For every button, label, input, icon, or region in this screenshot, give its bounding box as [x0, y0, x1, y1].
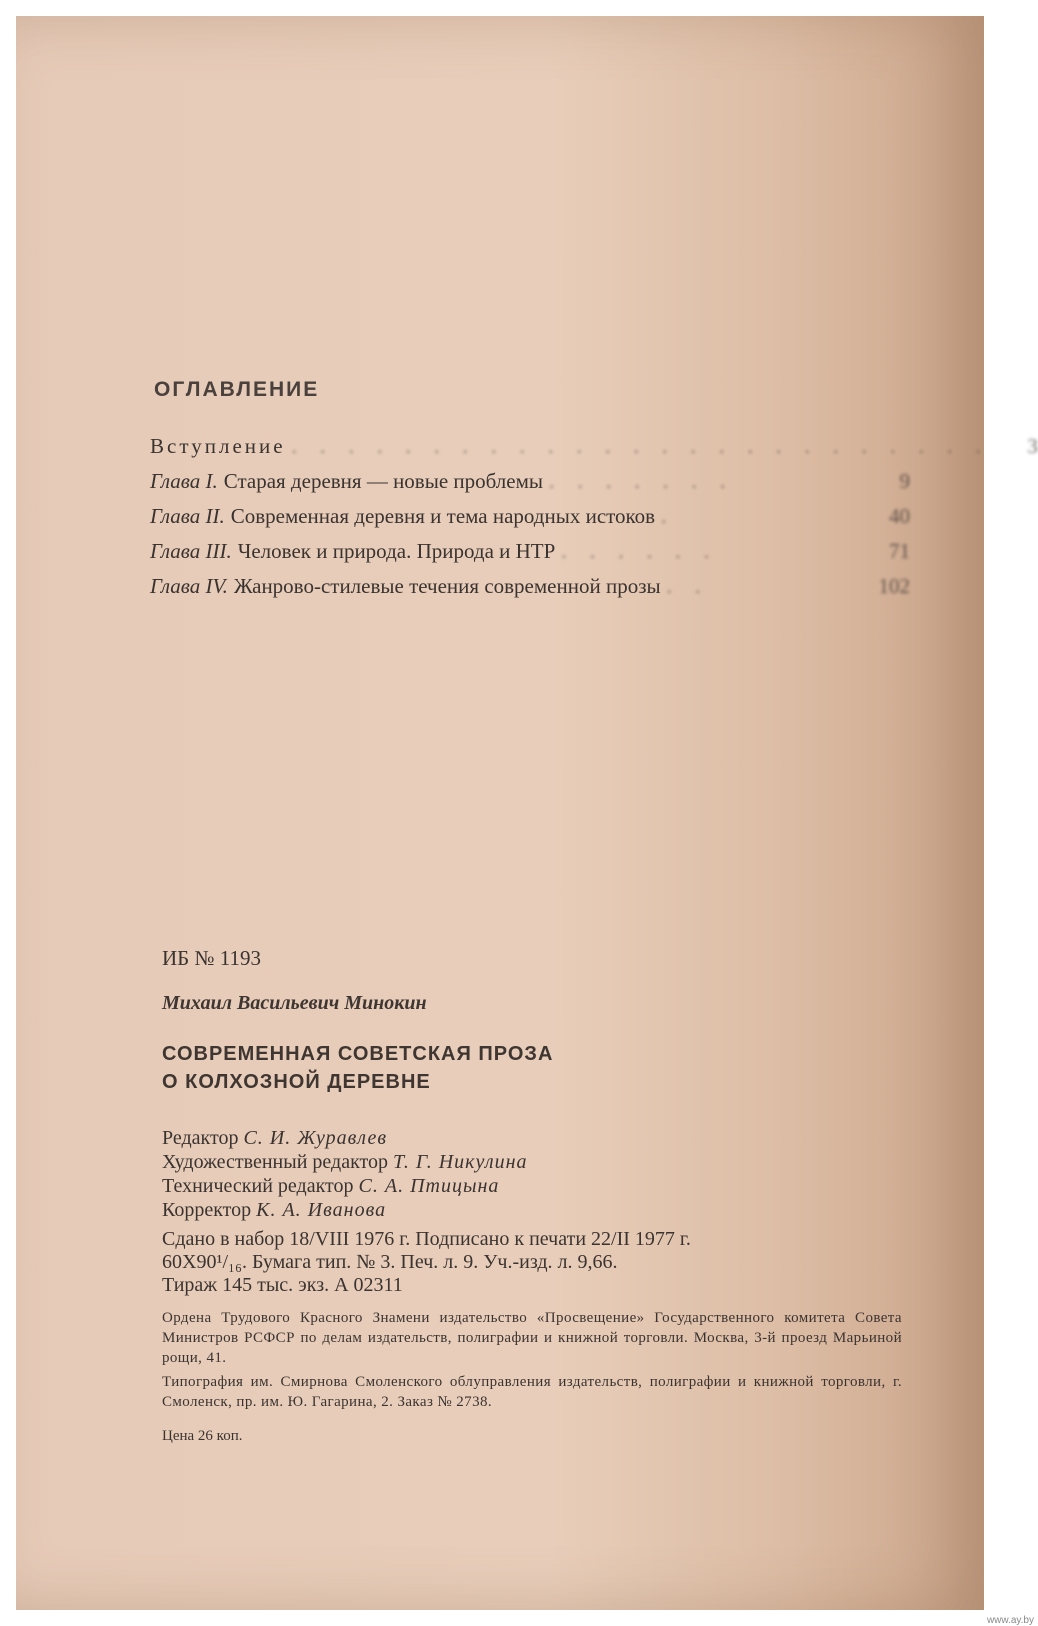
editor-role: Технический редактор: [162, 1175, 354, 1197]
toc-entry-chapter-3: [150, 539, 910, 574]
toc-entry-label: Современная деревня и тема народных истоков: [230, 504, 656, 528]
editor-name: С. И. Журавлев: [243, 1127, 388, 1149]
editor-name: К. А. Иванова: [256, 1199, 387, 1221]
toc-entry-leader: . .: [666, 574, 710, 598]
toc-entry-page: 71: [889, 539, 910, 563]
toc-entry-leader: .: [661, 504, 676, 528]
toc-entry-prefix: Глава III.: [150, 539, 232, 563]
editor-role: Редактор: [162, 1127, 239, 1149]
toc-entry-prefix: Глава I.: [150, 469, 218, 493]
toc-entry-page: 9: [899, 469, 910, 493]
toc-entry-page: 40: [889, 504, 910, 528]
toc-entry-page: 102: [878, 574, 910, 598]
book-title-line-1: СОВРЕМЕННАЯ СОВЕТСКАЯ ПРОЗА: [162, 1043, 554, 1065]
toc-entry-prefix: Глава II.: [150, 504, 225, 528]
editor-line: [162, 1126, 528, 1150]
author-name: Михаил Васильевич Минокин: [162, 992, 427, 1014]
ib-number: ИБ № 1193: [162, 946, 261, 970]
toc-entry-label: Вступление: [150, 434, 286, 458]
price: Цена 26 коп.: [162, 1428, 243, 1444]
table-of-contents: [150, 434, 1038, 609]
editor-name: Т. Г. Никулина: [393, 1151, 528, 1173]
editor-role: Художественный редактор: [162, 1151, 388, 1173]
toc-entry-chapter-4: [150, 574, 910, 609]
editor-role: Корректор: [162, 1199, 252, 1221]
print-info-line: Сдано в набор 18/VIII 1976 г. Подписано к печати 22/II 1977 г.: [162, 1228, 691, 1250]
toc-entry-label: Человек и природа. Природа и НТР: [237, 539, 556, 563]
toc-entry-leader: . . . . . . .: [549, 469, 735, 493]
book-page: [16, 16, 1038, 1610]
toc-entry-chapter-1: [150, 469, 910, 504]
editor-line: [162, 1198, 528, 1222]
print-info-line: Тираж 145 тыс. экз. А 02311: [162, 1274, 403, 1296]
toc-entry-leader: . . . . . . . . . . . . . . . . . . . . . . . . .: [291, 434, 990, 458]
toc-title: ОГЛАВЛЕНИЕ: [154, 378, 320, 401]
publisher-info: Ордена Трудового Красного Знамени издательство «Просвещение» Государственного комитета Совета Министров РСФСР по делам издательств, полиграфии и книжной торговли. Москва, 3-й проезд Марьиной рощи, 41.: [162, 1310, 902, 1366]
print-info: [162, 1228, 902, 1297]
book-title: [162, 1040, 553, 1096]
print-info-line: 60X90¹/₁₆. Бумага тип. № 3. Печ. л. 9. Уч.-изд. л. 9,66.: [162, 1251, 618, 1273]
printing-house-info: Типография им. Смирнова Смоленского облуправления издательств, полиграфии и книжной торговли, г. Смоленск, пр. им. Ю. Гагарина, 2. Заказ № 2738.: [162, 1374, 902, 1410]
toc-entry-label: Жанрово-стилевые течения современной прозы: [233, 574, 661, 598]
editor-line: [162, 1150, 528, 1174]
book-title-line-2: О КОЛХОЗНОЙ ДЕРЕВНЕ: [162, 1071, 431, 1093]
toc-entry-page: 3: [1027, 434, 1038, 458]
editor-name: С. А. Птицына: [358, 1175, 500, 1197]
editor-line: [162, 1174, 528, 1198]
toc-entry-intro: [150, 434, 1038, 469]
editors-list: [162, 1126, 528, 1222]
watermark: www.ay.by: [986, 1615, 1034, 1626]
toc-entry-chapter-2: [150, 504, 910, 539]
toc-entry-label: Старая деревня — новые проблемы: [223, 469, 544, 493]
toc-entry-leader: . . . . . .: [561, 539, 719, 563]
toc-entry-prefix: Глава IV.: [150, 574, 228, 598]
